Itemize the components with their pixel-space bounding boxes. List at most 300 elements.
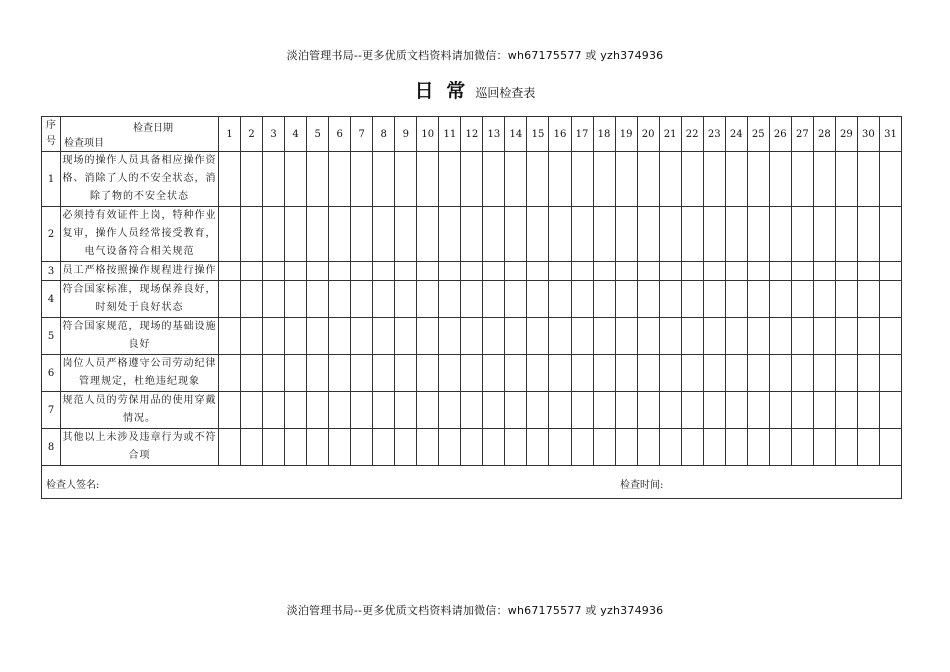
footer-note: 淡泊管理书局--更多优质文档资料请加微信：wh67175577 或 yzh374936 bbox=[286, 604, 664, 617]
check-cell[interactable] bbox=[285, 152, 307, 207]
day-header: 17 bbox=[571, 117, 593, 152]
row-item: 规范人员的劳保用品的使用穿戴情况。 bbox=[61, 392, 219, 429]
check-cell[interactable] bbox=[637, 318, 659, 355]
check-cell[interactable] bbox=[659, 281, 681, 318]
check-cell[interactable] bbox=[505, 152, 527, 207]
check-cell[interactable] bbox=[769, 318, 791, 355]
check-cell[interactable] bbox=[241, 355, 263, 392]
check-cell[interactable] bbox=[791, 152, 813, 207]
day-header: 30 bbox=[857, 117, 879, 152]
check-cell[interactable] bbox=[593, 207, 615, 262]
day-header: 20 bbox=[637, 117, 659, 152]
check-cell[interactable] bbox=[395, 207, 417, 262]
check-cell[interactable] bbox=[637, 429, 659, 466]
check-cell[interactable] bbox=[549, 429, 571, 466]
check-cell[interactable] bbox=[527, 429, 549, 466]
check-cell[interactable] bbox=[571, 429, 593, 466]
check-cell[interactable] bbox=[615, 207, 637, 262]
day-header: 14 bbox=[505, 117, 527, 152]
check-cell[interactable] bbox=[879, 152, 901, 207]
check-cell[interactable] bbox=[857, 262, 879, 281]
check-cell[interactable] bbox=[439, 429, 461, 466]
check-cell[interactable] bbox=[219, 429, 241, 466]
day-header: 5 bbox=[307, 117, 329, 152]
check-cell[interactable] bbox=[483, 318, 505, 355]
check-cell[interactable] bbox=[329, 207, 351, 262]
check-cell[interactable] bbox=[725, 318, 747, 355]
check-cell[interactable] bbox=[373, 152, 395, 207]
check-cell[interactable] bbox=[615, 152, 637, 207]
day-header: 22 bbox=[681, 117, 703, 152]
day-header: 13 bbox=[483, 117, 505, 152]
check-cell[interactable] bbox=[879, 281, 901, 318]
check-cell[interactable] bbox=[395, 355, 417, 392]
check-cell[interactable] bbox=[571, 355, 593, 392]
check-cell[interactable] bbox=[615, 262, 637, 281]
table-header-row bbox=[42, 117, 902, 152]
check-cell[interactable] bbox=[703, 207, 725, 262]
check-cell[interactable] bbox=[241, 429, 263, 466]
check-cell[interactable] bbox=[417, 281, 439, 318]
check-cell[interactable] bbox=[791, 318, 813, 355]
check-cell[interactable] bbox=[549, 318, 571, 355]
check-cell[interactable] bbox=[659, 392, 681, 429]
check-cell[interactable] bbox=[505, 262, 527, 281]
check-cell[interactable] bbox=[461, 262, 483, 281]
check-cell[interactable] bbox=[439, 355, 461, 392]
check-cell[interactable] bbox=[835, 262, 857, 281]
check-cell[interactable] bbox=[593, 152, 615, 207]
check-cell[interactable] bbox=[505, 392, 527, 429]
check-cell[interactable] bbox=[263, 207, 285, 262]
check-cell[interactable] bbox=[637, 262, 659, 281]
check-cell[interactable] bbox=[703, 318, 725, 355]
title-main: 日 常 bbox=[414, 80, 469, 102]
check-cell[interactable] bbox=[527, 318, 549, 355]
check-cell[interactable] bbox=[307, 262, 329, 281]
table-row bbox=[42, 318, 902, 355]
day-header: 1 bbox=[219, 117, 241, 152]
check-cell[interactable] bbox=[593, 355, 615, 392]
check-cell[interactable] bbox=[241, 392, 263, 429]
check-cell[interactable] bbox=[681, 281, 703, 318]
check-cell[interactable] bbox=[659, 262, 681, 281]
check-cell[interactable] bbox=[747, 429, 769, 466]
check-cell[interactable] bbox=[329, 318, 351, 355]
check-cell[interactable] bbox=[857, 392, 879, 429]
check-cell[interactable] bbox=[725, 429, 747, 466]
check-cell[interactable] bbox=[329, 355, 351, 392]
check-cell[interactable] bbox=[373, 207, 395, 262]
check-cell[interactable] bbox=[637, 207, 659, 262]
item-header: 检查项目 bbox=[64, 138, 104, 149]
check-cell[interactable] bbox=[813, 281, 835, 318]
check-cell[interactable] bbox=[263, 318, 285, 355]
check-cell[interactable] bbox=[527, 207, 549, 262]
check-cell[interactable] bbox=[593, 318, 615, 355]
check-cell[interactable] bbox=[505, 355, 527, 392]
check-cell[interactable] bbox=[241, 318, 263, 355]
check-cell[interactable] bbox=[681, 207, 703, 262]
check-cell[interactable] bbox=[725, 355, 747, 392]
check-cell[interactable] bbox=[461, 281, 483, 318]
table-row bbox=[42, 429, 902, 466]
check-cell[interactable] bbox=[879, 262, 901, 281]
check-cell[interactable] bbox=[373, 392, 395, 429]
check-cell[interactable] bbox=[395, 392, 417, 429]
check-cell[interactable] bbox=[285, 318, 307, 355]
check-cell[interactable] bbox=[395, 152, 417, 207]
check-cell[interactable] bbox=[615, 429, 637, 466]
check-cell[interactable] bbox=[417, 429, 439, 466]
check-cell[interactable] bbox=[857, 152, 879, 207]
check-cell[interactable] bbox=[461, 429, 483, 466]
check-cell[interactable] bbox=[307, 281, 329, 318]
check-cell[interactable] bbox=[241, 281, 263, 318]
check-cell[interactable] bbox=[373, 355, 395, 392]
check-cell[interactable] bbox=[219, 392, 241, 429]
check-cell[interactable] bbox=[637, 355, 659, 392]
day-header: 28 bbox=[813, 117, 835, 152]
check-cell[interactable] bbox=[835, 152, 857, 207]
seq-header: 序号 bbox=[42, 117, 61, 152]
check-cell[interactable] bbox=[571, 392, 593, 429]
header-note: 淡泊管理书局--更多优质文档资料请加微信：wh67175577 或 yzh374936 bbox=[286, 49, 664, 62]
check-cell[interactable] bbox=[725, 207, 747, 262]
check-cell[interactable] bbox=[835, 392, 857, 429]
title-sub: 巡回检查表 bbox=[475, 86, 536, 100]
check-cell[interactable] bbox=[527, 262, 549, 281]
day-header: 10 bbox=[417, 117, 439, 152]
check-cell[interactable] bbox=[285, 207, 307, 262]
check-cell[interactable] bbox=[219, 318, 241, 355]
check-cell[interactable] bbox=[571, 318, 593, 355]
check-cell[interactable] bbox=[593, 281, 615, 318]
check-cell[interactable] bbox=[813, 429, 835, 466]
day-header: 19 bbox=[615, 117, 637, 152]
check-cell[interactable] bbox=[791, 281, 813, 318]
check-cell[interactable] bbox=[857, 318, 879, 355]
check-cell[interactable] bbox=[703, 152, 725, 207]
check-cell[interactable] bbox=[769, 207, 791, 262]
check-cell[interactable] bbox=[505, 281, 527, 318]
check-cell[interactable] bbox=[351, 429, 373, 466]
check-cell[interactable] bbox=[439, 262, 461, 281]
check-cell[interactable] bbox=[285, 392, 307, 429]
check-cell[interactable] bbox=[791, 207, 813, 262]
check-cell[interactable] bbox=[395, 429, 417, 466]
check-cell[interactable] bbox=[351, 392, 373, 429]
check-cell[interactable] bbox=[747, 281, 769, 318]
check-cell[interactable] bbox=[505, 318, 527, 355]
check-cell[interactable] bbox=[307, 318, 329, 355]
table-row bbox=[42, 262, 902, 281]
check-cell[interactable] bbox=[769, 152, 791, 207]
check-cell[interactable] bbox=[769, 281, 791, 318]
check-cell[interactable] bbox=[483, 355, 505, 392]
page-title bbox=[0, 76, 950, 103]
check-cell[interactable] bbox=[813, 152, 835, 207]
check-cell[interactable] bbox=[769, 355, 791, 392]
check-cell[interactable] bbox=[769, 392, 791, 429]
check-cell[interactable] bbox=[879, 355, 901, 392]
check-cell[interactable] bbox=[615, 281, 637, 318]
day-header: 24 bbox=[725, 117, 747, 152]
check-cell[interactable] bbox=[857, 429, 879, 466]
check-cell[interactable] bbox=[263, 262, 285, 281]
check-cell[interactable] bbox=[461, 355, 483, 392]
check-cell[interactable] bbox=[263, 429, 285, 466]
check-cell[interactable] bbox=[571, 152, 593, 207]
check-cell[interactable] bbox=[417, 318, 439, 355]
day-header: 26 bbox=[769, 117, 791, 152]
row-item: 现场的操作人员具备相应操作资格、消除了人的不安全状态，消除了物的不安全状态 bbox=[61, 152, 219, 207]
check-cell[interactable] bbox=[703, 392, 725, 429]
check-cell[interactable] bbox=[879, 392, 901, 429]
check-cell[interactable] bbox=[329, 392, 351, 429]
check-cell[interactable] bbox=[615, 355, 637, 392]
check-cell[interactable] bbox=[615, 392, 637, 429]
check-cell[interactable] bbox=[813, 207, 835, 262]
check-cell[interactable] bbox=[615, 318, 637, 355]
row-seq: 2 bbox=[42, 207, 61, 262]
check-cell[interactable] bbox=[769, 262, 791, 281]
check-cell[interactable] bbox=[461, 318, 483, 355]
check-cell[interactable] bbox=[571, 207, 593, 262]
day-header: 6 bbox=[329, 117, 351, 152]
day-header: 9 bbox=[395, 117, 417, 152]
check-cell[interactable] bbox=[351, 152, 373, 207]
check-cell[interactable] bbox=[329, 152, 351, 207]
check-cell[interactable] bbox=[549, 207, 571, 262]
check-cell[interactable] bbox=[329, 262, 351, 281]
check-cell[interactable] bbox=[725, 262, 747, 281]
check-cell[interactable] bbox=[263, 281, 285, 318]
check-cell[interactable] bbox=[263, 152, 285, 207]
day-header: 12 bbox=[461, 117, 483, 152]
check-cell[interactable] bbox=[373, 318, 395, 355]
day-header: 18 bbox=[593, 117, 615, 152]
check-cell[interactable] bbox=[483, 207, 505, 262]
check-cell[interactable] bbox=[527, 152, 549, 207]
check-cell[interactable] bbox=[813, 318, 835, 355]
check-cell[interactable] bbox=[659, 152, 681, 207]
check-cell[interactable] bbox=[703, 262, 725, 281]
check-cell[interactable] bbox=[681, 318, 703, 355]
check-cell[interactable] bbox=[307, 429, 329, 466]
check-cell[interactable] bbox=[593, 429, 615, 466]
check-cell[interactable] bbox=[725, 281, 747, 318]
day-header: 27 bbox=[791, 117, 813, 152]
day-header: 4 bbox=[285, 117, 307, 152]
check-cell[interactable] bbox=[747, 392, 769, 429]
check-cell[interactable] bbox=[571, 281, 593, 318]
check-cell[interactable] bbox=[791, 429, 813, 466]
day-header: 8 bbox=[373, 117, 395, 152]
check-cell[interactable] bbox=[219, 281, 241, 318]
check-cell[interactable] bbox=[835, 429, 857, 466]
check-cell[interactable] bbox=[857, 355, 879, 392]
check-cell[interactable] bbox=[307, 207, 329, 262]
check-cell[interactable] bbox=[373, 262, 395, 281]
check-cell[interactable] bbox=[835, 355, 857, 392]
check-cell[interactable] bbox=[417, 262, 439, 281]
check-cell[interactable] bbox=[527, 392, 549, 429]
check-cell[interactable] bbox=[505, 207, 527, 262]
check-cell[interactable] bbox=[417, 392, 439, 429]
day-header: 16 bbox=[549, 117, 571, 152]
check-cell[interactable] bbox=[747, 318, 769, 355]
check-cell[interactable] bbox=[241, 207, 263, 262]
check-cell[interactable] bbox=[285, 355, 307, 392]
check-cell[interactable] bbox=[417, 355, 439, 392]
check-cell[interactable] bbox=[549, 355, 571, 392]
check-cell[interactable] bbox=[219, 262, 241, 281]
check-cell[interactable] bbox=[637, 152, 659, 207]
check-cell[interactable] bbox=[527, 281, 549, 318]
check-cell[interactable] bbox=[351, 207, 373, 262]
check-cell[interactable] bbox=[659, 355, 681, 392]
row-item: 符合国家标准，现场保养良好，时刻处于良好状态 bbox=[61, 281, 219, 318]
check-cell[interactable] bbox=[285, 281, 307, 318]
check-cell[interactable] bbox=[373, 281, 395, 318]
check-cell[interactable] bbox=[549, 152, 571, 207]
check-cell[interactable] bbox=[285, 429, 307, 466]
check-cell[interactable] bbox=[703, 281, 725, 318]
row-item: 符合国家规范，现场的基础设施良好 bbox=[61, 318, 219, 355]
check-cell[interactable] bbox=[835, 207, 857, 262]
check-cell[interactable] bbox=[835, 318, 857, 355]
row-seq: 4 bbox=[42, 281, 61, 318]
check-cell[interactable] bbox=[747, 355, 769, 392]
check-cell[interactable] bbox=[813, 392, 835, 429]
check-cell[interactable] bbox=[681, 152, 703, 207]
check-cell[interactable] bbox=[395, 262, 417, 281]
day-header: 25 bbox=[747, 117, 769, 152]
check-cell[interactable] bbox=[725, 152, 747, 207]
inspector-signature-label: 检查人签名: bbox=[46, 480, 100, 491]
check-cell[interactable] bbox=[835, 281, 857, 318]
check-cell[interactable] bbox=[659, 318, 681, 355]
check-cell[interactable] bbox=[681, 262, 703, 281]
check-cell[interactable] bbox=[549, 281, 571, 318]
check-cell[interactable] bbox=[461, 392, 483, 429]
check-cell[interactable] bbox=[219, 152, 241, 207]
check-cell[interactable] bbox=[703, 355, 725, 392]
check-cell[interactable] bbox=[879, 318, 901, 355]
check-cell[interactable] bbox=[879, 207, 901, 262]
check-cell[interactable] bbox=[483, 281, 505, 318]
day-header: 2 bbox=[241, 117, 263, 152]
check-cell[interactable] bbox=[681, 392, 703, 429]
check-cell[interactable] bbox=[351, 355, 373, 392]
check-cell[interactable] bbox=[813, 355, 835, 392]
day-header: 11 bbox=[439, 117, 461, 152]
check-cell[interactable] bbox=[571, 262, 593, 281]
check-cell[interactable] bbox=[461, 207, 483, 262]
row-seq: 8 bbox=[42, 429, 61, 466]
inspection-time-label: 检查时间: bbox=[620, 480, 664, 491]
table-row bbox=[42, 152, 902, 207]
inspection-table bbox=[41, 116, 902, 499]
check-cell[interactable] bbox=[439, 392, 461, 429]
check-cell[interactable] bbox=[791, 262, 813, 281]
check-cell[interactable] bbox=[549, 392, 571, 429]
check-cell[interactable] bbox=[373, 429, 395, 466]
check-cell[interactable] bbox=[395, 281, 417, 318]
check-cell[interactable] bbox=[351, 262, 373, 281]
check-cell[interactable] bbox=[593, 262, 615, 281]
check-cell[interactable] bbox=[351, 318, 373, 355]
check-cell[interactable] bbox=[637, 281, 659, 318]
check-cell[interactable] bbox=[747, 262, 769, 281]
check-cell[interactable] bbox=[241, 152, 263, 207]
table-row bbox=[42, 207, 902, 262]
table-row bbox=[42, 392, 902, 429]
check-cell[interactable] bbox=[549, 262, 571, 281]
check-cell[interactable] bbox=[439, 207, 461, 262]
check-cell[interactable] bbox=[813, 262, 835, 281]
check-cell[interactable] bbox=[395, 318, 417, 355]
check-cell[interactable] bbox=[637, 392, 659, 429]
check-cell[interactable] bbox=[307, 392, 329, 429]
day-header: 7 bbox=[351, 117, 373, 152]
check-cell[interactable] bbox=[483, 392, 505, 429]
check-cell[interactable] bbox=[659, 207, 681, 262]
check-cell[interactable] bbox=[791, 355, 813, 392]
check-cell[interactable] bbox=[219, 355, 241, 392]
check-cell[interactable] bbox=[439, 318, 461, 355]
check-cell[interactable] bbox=[263, 355, 285, 392]
check-cell[interactable] bbox=[791, 392, 813, 429]
check-cell[interactable] bbox=[879, 429, 901, 466]
check-cell[interactable] bbox=[285, 262, 307, 281]
check-cell[interactable] bbox=[241, 262, 263, 281]
day-header: 31 bbox=[879, 117, 901, 152]
check-cell[interactable] bbox=[681, 429, 703, 466]
check-cell[interactable] bbox=[769, 429, 791, 466]
check-cell[interactable] bbox=[857, 207, 879, 262]
check-cell[interactable] bbox=[417, 152, 439, 207]
check-cell[interactable] bbox=[263, 392, 285, 429]
check-cell[interactable] bbox=[857, 281, 879, 318]
check-cell[interactable] bbox=[659, 429, 681, 466]
check-cell[interactable] bbox=[593, 392, 615, 429]
check-cell[interactable] bbox=[219, 207, 241, 262]
check-cell[interactable] bbox=[307, 152, 329, 207]
signature-cell[interactable] bbox=[42, 466, 902, 499]
check-cell[interactable] bbox=[483, 152, 505, 207]
check-cell[interactable] bbox=[351, 281, 373, 318]
check-cell[interactable] bbox=[329, 429, 351, 466]
check-cell[interactable] bbox=[483, 429, 505, 466]
check-cell[interactable] bbox=[329, 281, 351, 318]
check-cell[interactable] bbox=[461, 152, 483, 207]
check-cell[interactable] bbox=[747, 152, 769, 207]
check-cell[interactable] bbox=[307, 355, 329, 392]
check-cell[interactable] bbox=[681, 355, 703, 392]
check-cell[interactable] bbox=[527, 355, 549, 392]
check-cell[interactable] bbox=[483, 262, 505, 281]
check-cell[interactable] bbox=[725, 392, 747, 429]
check-cell[interactable] bbox=[439, 152, 461, 207]
check-cell[interactable] bbox=[505, 429, 527, 466]
check-cell[interactable] bbox=[417, 207, 439, 262]
check-cell[interactable] bbox=[703, 429, 725, 466]
check-cell[interactable] bbox=[747, 207, 769, 262]
check-cell[interactable] bbox=[439, 281, 461, 318]
day-header: 3 bbox=[263, 117, 285, 152]
